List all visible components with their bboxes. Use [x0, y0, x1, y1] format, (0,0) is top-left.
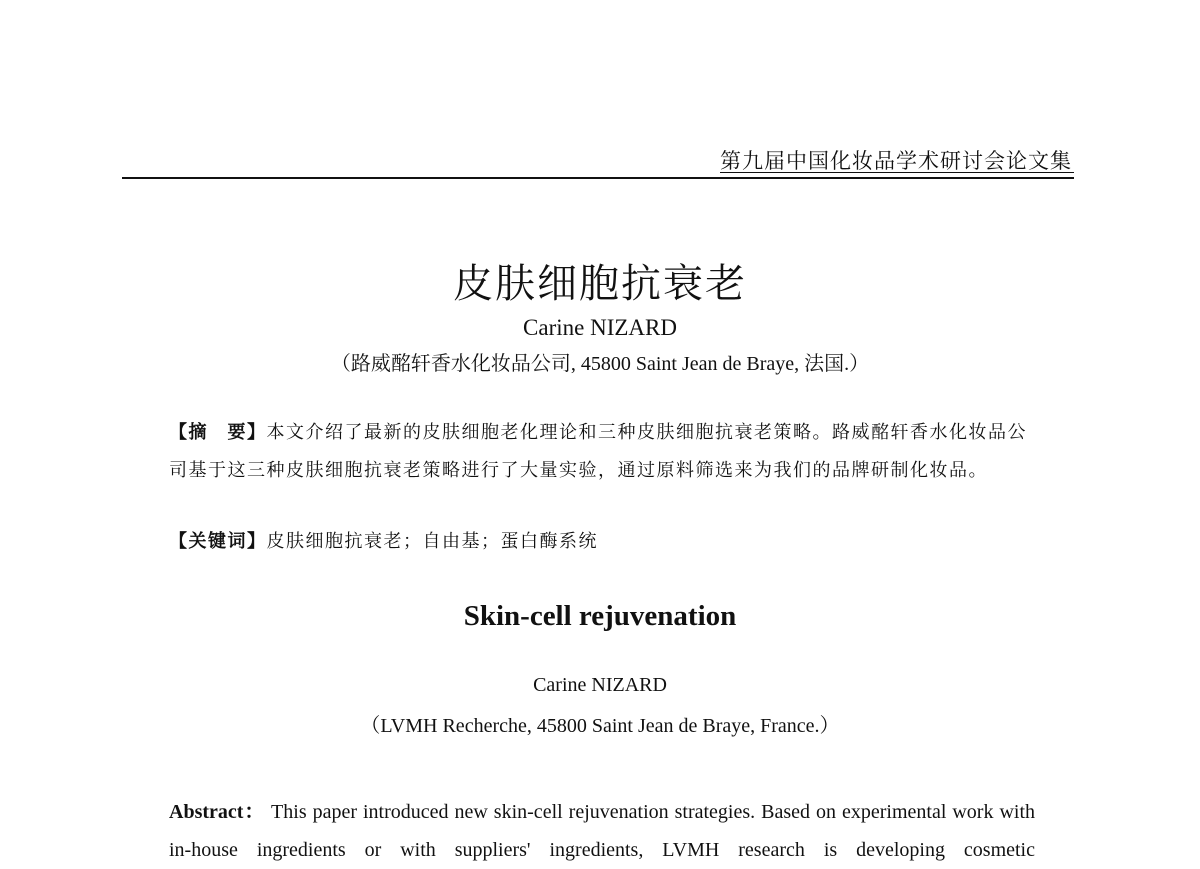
header-rule	[122, 177, 1074, 179]
english-abstract-label: Abstract：	[169, 801, 266, 823]
english-title: Skin-cell rejuvenation	[463, 600, 737, 632]
header-rule-thin	[720, 172, 1074, 173]
chinese-abstract-label: 【摘 要】	[169, 422, 267, 443]
chinese-title: 皮肤细胞抗衰老	[453, 261, 747, 307]
chinese-affiliation: （路威酩轩香水化妆品公司, 45800 Saint Jean de Braye, 法国.）	[330, 353, 870, 375]
chinese-keywords-label: 【关键词】	[169, 531, 267, 552]
running-header-title: 第九届中国化妆品学术研讨会论文集	[720, 149, 1072, 173]
english-abstract	[169, 793, 1035, 869]
chinese-abstract	[169, 414, 1034, 490]
english-abstract-text: This paper introduced new skin-cell rejuvenation strategies. Based on experimental work with in-house ingredients or with suppliers' ingredients, LVMH research is developing cosmetic	[169, 801, 1036, 861]
chinese-keywords-text: 皮肤细胞抗衰老；自由基；蛋白酶系统	[266, 531, 598, 552]
chinese-abstract-text: 本文介绍了最新的皮肤细胞老化理论和三种皮肤细胞抗衰老策略。路威酩轩香水化妆品公司基于这三种皮肤细胞抗衰老策略进行了大量实验，通过原料筛选来为我们的品牌研制化妆品。	[169, 422, 1027, 481]
chinese-keywords	[169, 527, 1034, 553]
english-author: Carine NIZARD	[533, 674, 667, 696]
chinese-author: Carine NIZARD	[523, 315, 677, 340]
english-affiliation: （LVMH Recherche, 45800 Saint Jean de Braye, France.）	[360, 715, 840, 737]
